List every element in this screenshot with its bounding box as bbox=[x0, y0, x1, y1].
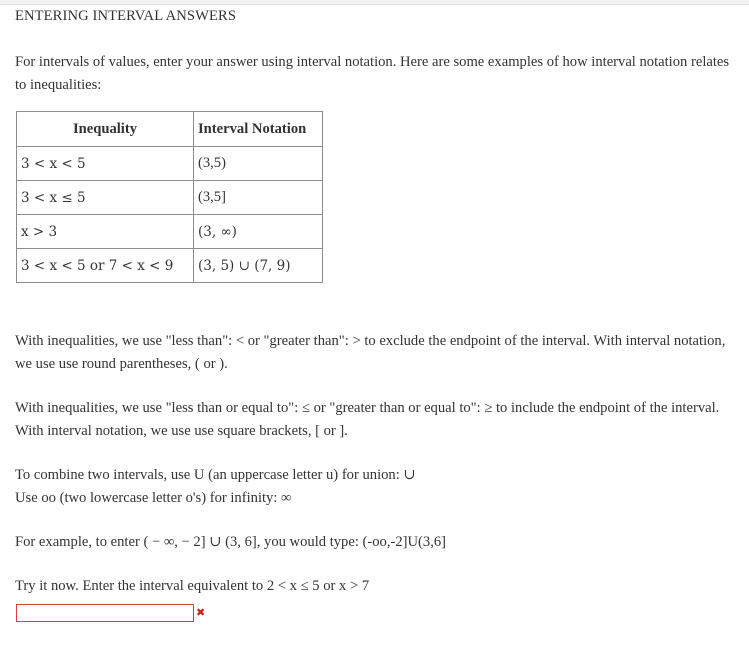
problem-content bbox=[15, 6, 740, 623]
infinity-text: Use oo (two lowercase letter o's) for infinity: ∞ bbox=[15, 490, 292, 506]
union-text: To combine two intervals, use U (an uppercase letter u) for union: ∪ bbox=[15, 467, 416, 483]
table-row bbox=[17, 181, 323, 215]
include-endpoint-text: With inequalities, we use "less than or equal to": ≤ or "greater than or equal to": ≥ to include the endpoint of the interval. With interval notation, we use use square brackets, [ or ]. bbox=[15, 400, 720, 439]
answer-input[interactable] bbox=[16, 604, 194, 622]
interval-cell: (3, ∞) bbox=[194, 215, 323, 249]
interval-cell: (3, 5) ∪ (7, 9) bbox=[194, 249, 323, 283]
header-inequality: Inequality bbox=[17, 112, 194, 147]
intro-text: For intervals of values, enter your answer using interval notation. Here are some examples of how interval notation relates to inequalities: bbox=[15, 54, 730, 93]
interval-cell: (3,5) bbox=[194, 147, 323, 181]
inequality-cell: 3 < x < 5 bbox=[17, 147, 194, 181]
example-text: For example, to enter ( − ∞, − 2] ∪ (3, 6], you would type: (-oo,-2]U(3,6] bbox=[15, 534, 447, 550]
incorrect-x-icon: ✖ bbox=[196, 606, 206, 619]
top-border bbox=[0, 0, 749, 5]
table-row bbox=[17, 249, 323, 283]
examples-table bbox=[16, 111, 323, 283]
table-row bbox=[17, 215, 323, 249]
exclude-endpoint-text: With inequalities, we use "less than": < or "greater than": > to exclude the endpoint of the interval. With interval notation, we use use round parentheses, ( or ). bbox=[15, 333, 726, 372]
answer-row bbox=[15, 603, 740, 623]
inequality-cell: 3 < x ≤ 5 bbox=[17, 181, 194, 215]
table-header-row bbox=[17, 112, 323, 147]
page-title: ENTERING INTERVAL ANSWERS bbox=[15, 8, 237, 24]
inequality-cell: x > 3 bbox=[17, 215, 194, 249]
interval-cell: (3,5] bbox=[194, 181, 323, 215]
prompt-text: Try it now. Enter the interval equivalent to 2 < x ≤ 5 or x > 7 bbox=[15, 578, 370, 594]
header-interval-notation: Interval Notation bbox=[194, 112, 323, 147]
table-row bbox=[17, 147, 323, 181]
inequality-cell: 3 < x < 5 or 7 < x < 9 bbox=[17, 249, 194, 283]
